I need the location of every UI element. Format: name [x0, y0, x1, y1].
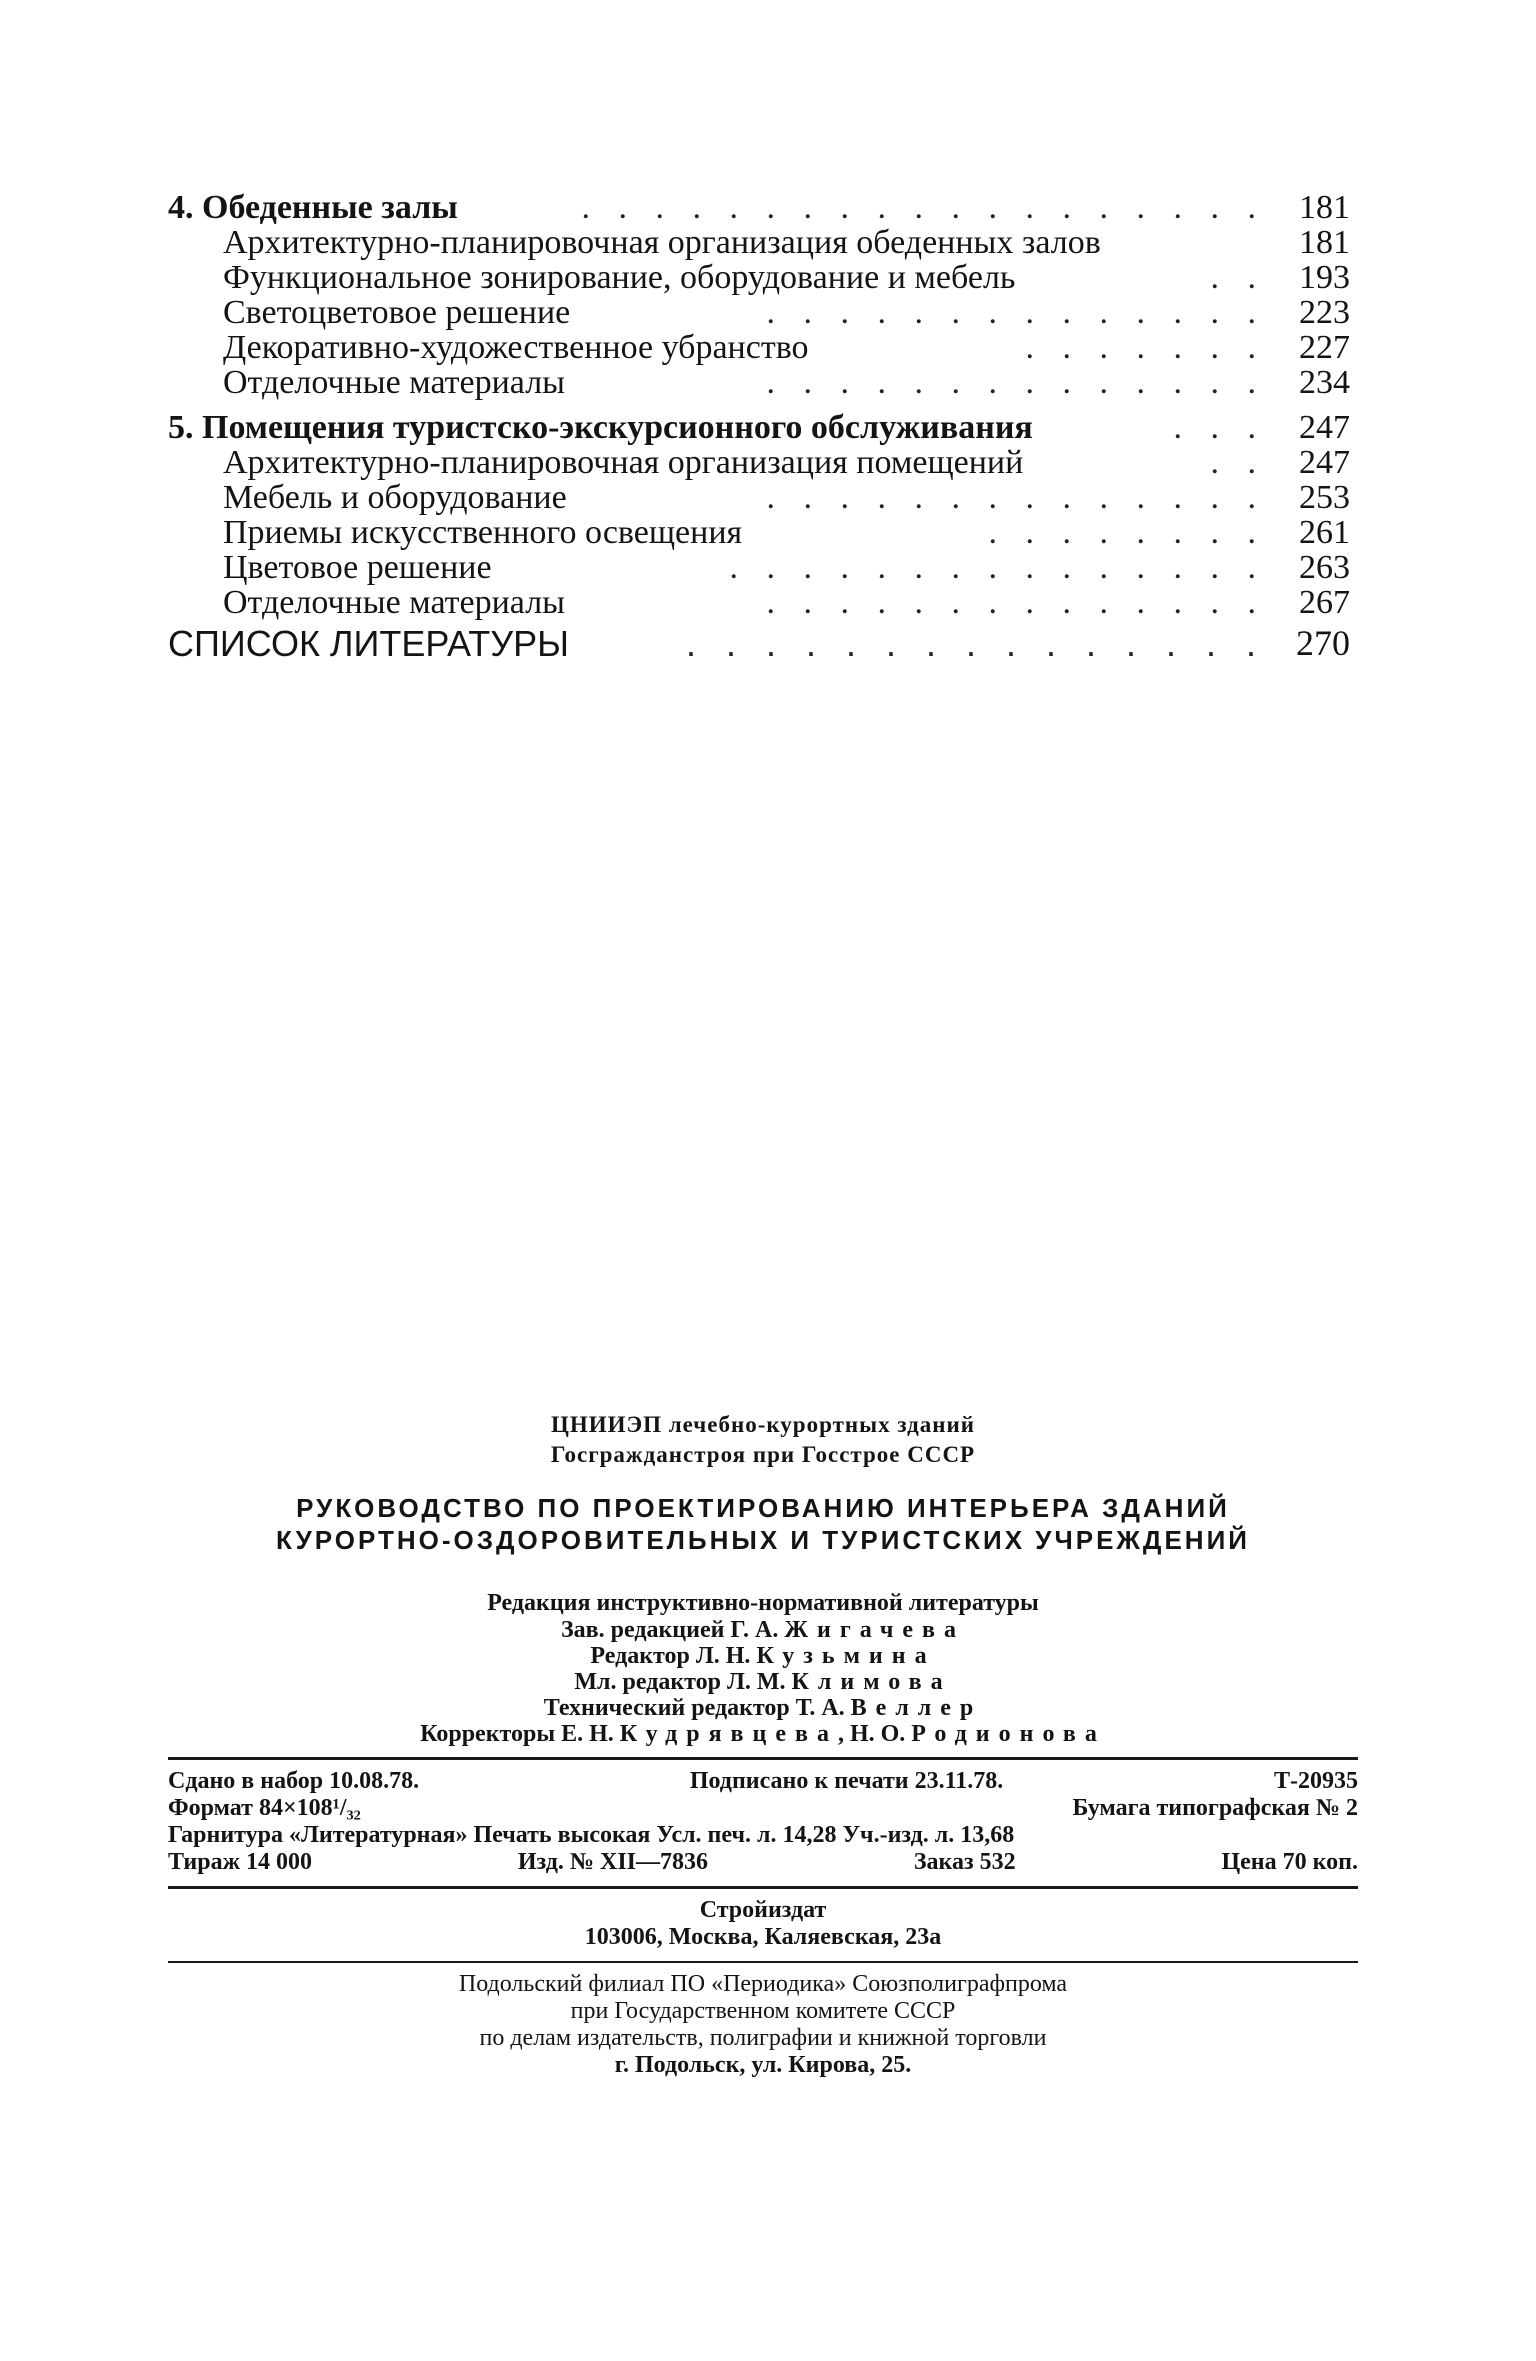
- staff-role: Зав. редакцией Г. А.: [561, 1617, 779, 1643]
- toc-chapter-title: 4. Обеденные залы: [168, 189, 458, 226]
- toc-item-label: Отделочные материалы: [223, 584, 566, 621]
- dot-leader: . . . . . . . .: [988, 514, 1266, 551]
- dot-leader: . . . . . . . . . . . . . . .: [685, 623, 1266, 664]
- staff-name: Жигачева: [784, 1617, 965, 1643]
- staff-role: Редактор Л. Н.: [590, 1643, 751, 1669]
- book-title: [168, 1492, 1358, 1556]
- publication-data: [168, 1768, 1358, 1876]
- dot-leader: . .: [1210, 259, 1266, 296]
- toc-item-label: Архитектурно-планировочная организация помещений: [223, 444, 1024, 481]
- toc-item-label: Декоративно-художественное убранство: [223, 329, 809, 366]
- publisher-address: 103006, Москва, Каляевская, 23а: [584, 1924, 942, 1950]
- table-of-contents: [168, 189, 1350, 664]
- pub-cell: Гарнитура «Литературная» Печать высокая Усл. печ. л. 14,28 Уч.-изд. л. 13,68: [168, 1822, 1015, 1848]
- toc-page-number: 263: [1299, 549, 1350, 586]
- toc-item-label: Мебель и оборудование: [223, 479, 567, 516]
- staff-role: Технический редактор Т. А.: [543, 1695, 845, 1721]
- dot-leader: . . . . . . . . . . . . . .: [766, 584, 1266, 621]
- dot-leader: . . . . . . . . . . . . . . . . . . .: [581, 189, 1266, 226]
- toc-chapter-5: [168, 410, 1350, 445]
- publisher-name: Стройиздат: [699, 1897, 827, 1923]
- toc-page-number: 181: [1299, 224, 1350, 261]
- publisher: [168, 1897, 1358, 1951]
- toc-page-number: 181: [1299, 189, 1350, 226]
- toc-page-number: 247: [1299, 409, 1350, 446]
- staff-name: Родионова: [911, 1721, 1106, 1747]
- toc-item-label: Отделочные материалы: [223, 364, 566, 401]
- printer: [168, 1971, 1358, 2079]
- book-title-line: РУКОВОДСТВО ПО ПРОЕКТИРОВАНИЮ ИНТЕРЬЕРА ЗДАНИЙ: [296, 1493, 1230, 1523]
- dot-leader: . . . . . . . . . . . . . . .: [729, 549, 1266, 586]
- staff-line: Корректоры Е. Н. Кудрявцева, Н. О. Родионова: [420, 1721, 1106, 1747]
- pub-row: [168, 1795, 1358, 1822]
- toc-item: [168, 445, 1350, 480]
- staff-role: Корректоры Е. Н.: [420, 1721, 614, 1747]
- staff-line: [168, 1695, 1358, 1721]
- pub-cell: Подписано к печати 23.11.78.: [689, 1768, 1004, 1794]
- toc-page-number: 267: [1299, 584, 1350, 621]
- toc-item: [168, 585, 1350, 620]
- toc-page-number: 227: [1299, 329, 1350, 366]
- toc-page-number: 223: [1299, 294, 1350, 331]
- toc-bibliography-label: СПИСОК ЛИТЕРАТУРЫ: [168, 623, 569, 664]
- divider: [168, 1886, 1358, 1889]
- toc-item: [168, 295, 1350, 330]
- dot-leader: . . .: [1173, 409, 1266, 446]
- staff-role: Мл. редактор Л. М.: [574, 1669, 786, 1695]
- divider: [168, 1757, 1358, 1760]
- staff-name: Климова: [791, 1669, 952, 1695]
- pub-cell: Формат 84×108¹/₃₂: [168, 1795, 361, 1821]
- pub-cell: Сдано в набор 10.08.78.: [168, 1768, 420, 1794]
- toc-bibliography: [168, 623, 1350, 664]
- toc-item: [168, 480, 1350, 515]
- pub-row: [168, 1849, 1358, 1876]
- dot-leader: . . . . . . . . . . . . . .: [766, 479, 1266, 516]
- pub-row: [168, 1822, 1358, 1849]
- toc-page-number: 234: [1299, 364, 1350, 401]
- staff-role: Н. О.: [849, 1721, 906, 1747]
- dot-leader: . .: [1210, 444, 1266, 481]
- institute-line: Госгражданстроя при Госстрое СССР: [550, 1442, 976, 1467]
- toc-page-number: 253: [1299, 479, 1350, 516]
- toc-item: [168, 330, 1350, 365]
- toc-chapter-4: [168, 190, 1350, 225]
- imprint: [168, 1410, 1358, 2079]
- divider: [168, 1961, 1358, 1963]
- staff-line: [168, 1669, 1358, 1695]
- printer-address: г. Подольск, ул. Кирова, 25.: [614, 2052, 912, 2078]
- toc-page-number: 270: [1296, 623, 1350, 663]
- pub-cell: Изд. № XII—7836: [517, 1849, 708, 1875]
- printer-line: по делам издательств, полиграфии и книжной торговли: [479, 2025, 1047, 2051]
- staff-name: Кудрявцева: [619, 1721, 838, 1747]
- toc-page-number: 193: [1299, 259, 1350, 296]
- toc-item: [168, 550, 1350, 585]
- pub-cell: Бумага типографская № 2: [1072, 1795, 1358, 1821]
- toc-item-label: Цветовое решение: [223, 549, 492, 586]
- dot-leader: . . . . . . . . . . . . . .: [766, 364, 1266, 401]
- pub-cell: Цена 70 коп.: [1221, 1849, 1358, 1875]
- staff-line: [168, 1617, 1358, 1643]
- pub-row: [168, 1768, 1358, 1795]
- toc-item-label: Функциональное зонирование, оборудование и мебель: [223, 259, 1016, 296]
- toc-page-number: 261: [1299, 514, 1350, 551]
- editorial-dept: Редакция инструктивно-нормативной литературы: [487, 1590, 1039, 1616]
- toc-item: [168, 225, 1350, 260]
- pub-cell: Заказ 532: [913, 1849, 1016, 1875]
- book-title-line: КУРОРТНО-ОЗДОРОВИТЕЛЬНЫХ И ТУРИСТСКИХ УЧРЕЖДЕНИЙ: [276, 1525, 1250, 1555]
- toc-item: [168, 260, 1350, 295]
- toc-chapter-title: 5. Помещения туристско-экскурсионного обслуживания: [168, 409, 1033, 446]
- dot-leader: . . . . . . .: [1025, 329, 1266, 366]
- pub-cell: Тираж 14 000: [168, 1849, 312, 1875]
- staff-line: [168, 1643, 1358, 1669]
- printer-line: при Государственном комитете СССР: [570, 1998, 956, 2024]
- printer-line: Подольский филиал ПО «Периодика» Союзполиграфпрома: [458, 1971, 1068, 1997]
- toc-item: [168, 515, 1350, 550]
- staff-name: Веллер: [850, 1695, 983, 1721]
- editorial-staff: [168, 1590, 1358, 1747]
- pub-cell: Т-20935: [1274, 1768, 1358, 1794]
- institute-line: ЦНИИЭП лечебно-курортных зданий: [550, 1412, 976, 1437]
- staff-name: Кузьмина: [756, 1643, 936, 1669]
- toc-item-label: Светоцветовое решение: [223, 294, 571, 331]
- dot-leader: . . . . . . . . . . . . . .: [766, 294, 1266, 331]
- toc-item-label: Архитектурно-планировочная организация обеденных залов: [223, 224, 1101, 261]
- toc-item-label: Приемы искусственного освещения: [223, 514, 743, 551]
- toc-item: [168, 365, 1350, 400]
- toc-page-number: 247: [1299, 444, 1350, 481]
